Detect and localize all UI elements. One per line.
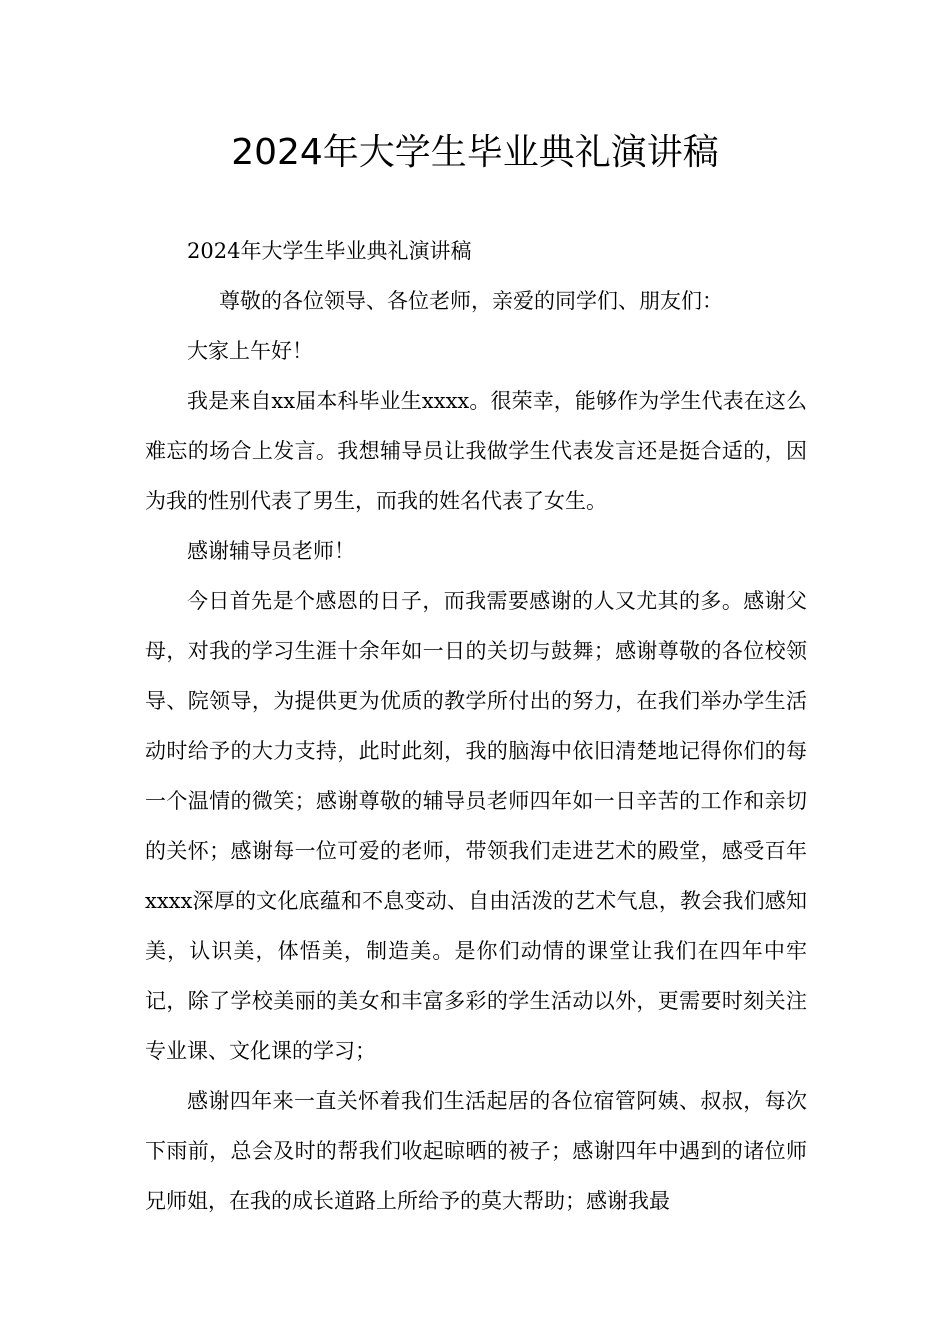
paragraph-thanks-counselor: 感谢辅导员老师！ bbox=[187, 539, 355, 563]
document-title: 2024年大学生毕业典礼演讲稿 bbox=[231, 132, 719, 173]
paragraph-gratitude-continued: 感谢四年来一直关怀着我们生活起居的各位宿管阿姨、叔叔，每次下雨前，总会及时的帮我们收起晾晒的被子；感谢四年中遇到的诸位师兄师姐，在我的成长道路上所给予的莫大帮助；感谢我最 bbox=[145, 1089, 807, 1213]
paragraph-salutation: 尊敬的各位领导、各位老师，亲爱的同学们、朋友们： bbox=[219, 289, 723, 313]
paragraph-heading: 2024年大学生毕业典礼演讲稿 bbox=[187, 239, 472, 263]
document-body bbox=[145, 226, 807, 1226]
paragraph-introduction: 我是来自xx届本科毕业生xxxx。很荣幸，能够作为学生代表在这么难忘的场合上发言。我想辅导员让我做学生代表发言还是挺合适的，因为我的性别代表了男生，而我的姓名代表了女生。 bbox=[145, 389, 807, 513]
paragraph-greeting: 大家上午好！ bbox=[187, 339, 313, 363]
paragraph-gratitude: 今日首先是个感恩的日子，而我需要感谢的人又尤其的多。感谢父母，对我的学习生涯十余年如一日的关切与鼓舞；感谢尊敬的各位校领导、院领导，为提供更为优质的教学所付出的努力，在我们举办学生活动时给予的大力支持，此时此刻，我的脑海中依旧清楚地记得你们的每一个温情的微笑；感谢尊敬的辅导员老师四年如一日辛苦的工作和亲切的关怀；感谢每一位可爱的老师，带领我们走进艺术的殿堂，感受百年xxxx深厚的文化底蕴和不息变动、自由活泼的艺术气息，教会我们感知美，认识美，体悟美，制造美。是你们动情的课堂让我们在四年中牢记，除了学校美丽的美女和丰富多彩的学生活动以外，更需要时刻关注专业课、文化课的学习； bbox=[145, 589, 807, 1063]
